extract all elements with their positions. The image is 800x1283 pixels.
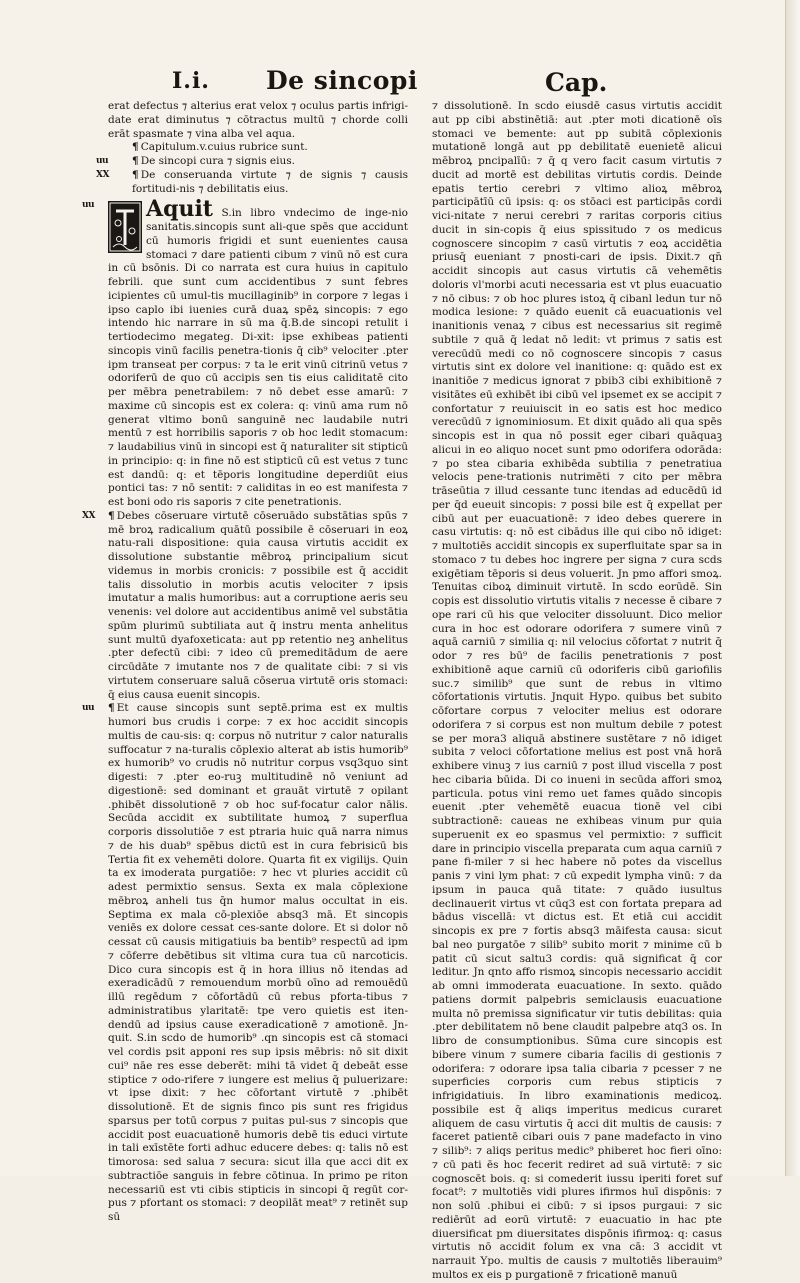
page-edge bbox=[785, 0, 800, 1176]
paragraph-text: Debes cōseruare virtutē cōseruādo substātias spūs ⁊ mē broꝝ radicalium quātū possibile ē cōseruari in eoꝝ natu-rali dispositione: quia causa virtutis accidit ex dissolutione substantie mēbroꝝ principalium sicut videmus in morbis cronicis: ⁊ possibile est q̄ accidit talis dissolutio in morbis acutis velociter ⁊ ipsis imutatur a malis humoribus: aut a corruptione aeris seu venenis: vel dolore aut accidentibus animē vel substātia spūm plurimū subtiliata aut q̄ instru menta anhelitus sunt multū dyafoxeticata: aut pp retentio neꝫ anhelitus .pter defectū cibi: ⁊ ideo cū premeditādum de aere circūdāte ⁊ imutante nos ⁊ de qualitate cibi: ⁊ si vis virtutem conseruare saluā cōserua virtutē oris stomaci: q̄ eius causa euenit sincopis. bbox=[108, 509, 408, 701]
running-chapter: Cap. bbox=[545, 68, 608, 97]
margin-note: uu bbox=[82, 703, 95, 714]
running-title: De sincopi bbox=[266, 66, 418, 95]
opening-paragraph bbox=[82, 196, 408, 510]
paragraph: erat defectus ⁊ alterius erat velox ⁊ oculus partis infrigi-date erat diminutus ⁊ cōtractus multū ⁊ chorde colli erāt spasmate ⁊ vina alba vel aqua. bbox=[108, 100, 408, 140]
decorated-initial-icon bbox=[108, 201, 142, 253]
paragraph bbox=[82, 702, 408, 1225]
margin-note: XX bbox=[82, 510, 95, 521]
rubric-item bbox=[96, 155, 408, 169]
chapter-heading bbox=[108, 141, 408, 155]
pilcrow-icon: ¶ bbox=[132, 155, 139, 167]
margin-note: uu bbox=[96, 156, 109, 166]
folio-number: I.i. bbox=[172, 68, 210, 94]
paragraph bbox=[82, 509, 408, 703]
chapter-heading-text: Capitulum.v.cuius rubrice sunt. bbox=[140, 141, 308, 154]
pilcrow-icon: ¶ bbox=[132, 168, 139, 181]
right-column bbox=[432, 100, 722, 1283]
margin-note: XX bbox=[96, 169, 109, 180]
opening-word: Aquit bbox=[146, 196, 213, 223]
rubric-text: De conseruanda virtute ⁊ de signis ⁊ causis fortitudi-nis ⁊ debilitatis eius. bbox=[132, 168, 408, 195]
left-column bbox=[82, 100, 408, 1225]
paragraph: S.in libro vndecimo de inge-nio sanitatis.sincopis sunt ali-que spēs que accidunt cū humoris frigidi et sunt euenientes causa stomaci ⁊ dare patienti cibum ⁊ vinū nō est cura in cū bsōnis. Di co narrata est cura huius in capitulo febrili. que sunt cum accidentibus ⁊ sunt febres icipientes cū umul-tis mucillaginib⁹ in corpore ⁊ legas i ipso caplo ibi iuenies curā duaꝝ spēꝝ sincopis: ⁊ ego intendo hic narrare in sū ma q̄.B.de sincopi retulit i tertiodecimo megateg. Di-xit: ipse exhibeas patienti sincopis vinū facilis penetra-tionis q̄ cib⁹ velociter .pter ipm transeat per corpus: ⁊ ta le erit vinū citrinū vetus ⁊ odoriferū de quo cū accipis sen tis eius caliditatē cito per mēbra penetrabilem: ⁊ nō debet esse amarū: ⁊ maxime cū sincopis est ex colera: q: vinū ama rum nō generat vltimo bonū sanguinē nec laudabile nutri mentū ⁊ est horribilis saporis ⁊ ob hoc ledit stomacum: ⁊ laudabilius vinū in sincopi est q̄ naturaliter sit stipticū in principio: q: in fine nō est stipticū cū est vetus ⁊ tunc est dandū: q: et tēporis longitudine deperdiūt eius pontici tas: ⁊ nō sentit: ⁊ caliditas in eo est manifesta ⁊ est boni odo ris saporis ⁊ cite penetrationis. bbox=[108, 207, 408, 508]
pilcrow-icon: ¶ bbox=[108, 509, 115, 522]
paragraph-text: Et cause sincopis sunt septē.prima est ex multis humori bus crudis i corpe: ⁊ ex hoc accidit sincopis multis de cau-sis: q: corpus nō nutritur ⁊ calor naturalis suffocatur ⁊ na-turalis cōplexio alterat ab istis humorib⁹ ex humorib⁹ vo crudis nō nutritur corpus vsq3quo sint digesti: ⁊ .pter eo-ruꝫ multitudinē nō veniunt ad digestionē: sed dominant et grauāt virtutē ⁊ opilant .phibēt dissolutionē ⁊ ob hoc suf-focatur calor nālis. Secūda accidit ex subtilitate humoꝝ ⁊ superflua corporis dissolutiōe ⁊ est ptraria huic quā narra nimus ⁊ de his duab⁹ spēbus dictū est in cura febrisicū bis Tertia fit ex vehemēti dolore. Quarta fit ex vigilijs. Quin ta ex imoderata purgatiōe: ⁊ hec vt pluries accidit cū adest permixtio sensus. Sexta ex mala cōplexione mēbroꝝ anheli tus q̄n humor malus occultat in eis. Septima ex mala cō-plexiōe absq3 mā. Et sincopis veniēs ex dolore cessat ces-sante dolore. Et si dolor nō cessat cū causis mitigatiuis ba bentib⁹ respectū ad ipm ⁊ cōferre debētibus sit vltima cura tua cū narcoticis. Dico cura sincopis est q̄ in hora illius nō itendas ad exeradicādū ⁊ remouendum morbū oīno ad remouēdū illū regēdum ⁊ cōfortādū cū rebus pforta-tibus ⁊ administratibus ylaritatē: tpe vero quietis est iten-dendū ad ipsius cause exeradicationē ⁊ amotionē. Jn-quit. S.in scdo de humorib⁹ .qn sincopis est cā stomaci vel cordis psit apponi res sup ipsis mēbris: nō sit dixit cui⁹ nāe res esse deberēt: mihi tā videt q̄ debeāt esse stiptice ⁊ odo-rifere ⁊ iungere est melius q̄ puluerizare: vt ipse dixit: ⁊ hec cōfortant virtutē ⁊ .phibēt dissolutionē. Et de signis finco pis sunt res frigidus sparsus per totū corpus ⁊ puitas pul-sus ⁊ sincopis que accidit post euacuationē humoris debē tis educi virtute in tali exīstēte forti adhuc educere debes: q: talis nō est timorosa: sed salua ⁊ secura: sicut illa que acci dit ex subtractiōe sanguis in febre cōtinua. In primo pe riton necessariū est vti cibis stipticis in sincopi q̄ regūt cor-pus ⁊ pfortant os stomaci: ⁊ deopilāt meat⁹ ⁊ retinēt sup sū bbox=[108, 702, 408, 1223]
rubric-item bbox=[96, 168, 408, 197]
paragraph: ⁊ dissolutionē. In scdo eiusdē casus virtutis accidit aut pp cibi abstinētiā: aut .pter moti dicationē oīs stomaci ve bemente: aut pp subitā cōplexionis mutationē longā aut pp debilitatē euenietē alicui mēbroꝝ pncipalīū: ⁊ q̄ q vero facit casum virtutis ⁊ ducit ad mortē est debilitas virtutis cordis. Deinde epatis tertio cerebri ⁊ vltimo alioꝝ mēbroꝝ participātīū cū ipsis: q: os stōaci est participās cordi vici-nitate ⁊ nerui cerebri ⁊ raritas corporis citius ducit in sin-copis q̄ eius spissitudo ⁊ os medicus cognoscere sincopim ⁊ casū virtutis ⁊ eoꝝ accidētia priusq̄ eueniant ⁊ pnosti-cari de ipsis. Dixit.⁊ qn̄ accidit sincopis aut casus virtutis cā vehemētis doloris vl'morbi acuti necessaria est vt plus euacuatio ⁊ nō cibus: ⁊ ob hoc plures istoꝝ q̄ cibanl ledun tur nō modica lesione: ⁊ quādo euenit cā euacuationis vel inanitionis venaꝝ ⁊ cibus est necessarius sit regimē subtile ⁊ quā q̄ ledat nō ledit: vt primus ⁊ satis est verecūdū medi co nō cognoscere sincopis ⁊ casus virtutis sint ex dolore vel inanitione: q: quādo est ex inanitiōe ⁊ medicus ignorat ⁊ pbib3 cibi exhibitionē ⁊ visitātes eū exhibēt ibi cibū vel ipsemet ex se accipit ⁊ confortatur ⁊ reuiuiscit in eo satis est hoc medico verecūdū ⁊ ignominiosum. Et dixit quādo ali qua spēs sincopis est in qua nō possit eger cibari quāquaꝫ alicui in eo aliquo nocet sunt pmo odorifera odorāda: ⁊ po stea cibaria exhibēda subtilia ⁊ penetratiua velocis pene-trationis nutrimēti ⁊ cito per mēbra trāseūtia ⁊ illud cessante tunc itendas ad educēdū id per q̄d eueuit sincopis: ⁊ possi bile est q̄ expellat per cibū aut per euacuationē: ⁊ ideo debes querere in casu virtutis: q: nō est cibādus ille qui cibo nō idiget: ⁊ multotiēs accidit sincopis ex superfluitate spar sa in stomaco ⁊ tu debes hoc ingrere per signa ⁊ cura scds exigētiam tēporis si deus voluerit. Jn pmo affori smoꝝ. Tenuitas ciboꝝ diminuit virtutē. In scdo eorūdē. Sin copis est dissolutio virtutis vitalis ⁊ necesse ē cibare ⁊ ope rari cū his que velociter dissoluunt. Dico melior cura in hoc est odorare odorifera ⁊ sumere vinū ⁊ aquā carniū ⁊ similia q: nil velocius cōfortat ⁊ nutrit q̄ odor ⁊ res bū⁹ de facilis penetrationis ⁊ post exhibitionē aque carniū cū odoriferis cibū gariofilis suc.⁊ similib⁹ que sunt de rebus in vltimo cōfortationis virtutis. Jnquit Hypo. quibus bet subito cōfortare corpus ⁊ velociter melius est odorare odorifera ⁊ si corpus est non multum debile ⁊ potest se per mora3 aliquā abstinere sustētare ⁊ nō idiget subita ⁊ veloci cōfortatione melius est post vnā horā exhibere vinuꝫ ⁊ ius carniū ⁊ post illud viscella ⁊ post hec cibaria būida. Di co inueni in secūda affori smoꝝ particula. potus vini remo uet fames quādo sincopis euenit .pter vehemētē euacua tionē vel cibi subtractionē: caueas ne exhibeas vinum pur quia superuenit ex eo spasmus vel permixtio: ⁊ sufficit dare in principio viscella preparata cum aqua carniū ⁊ pane fi-miler ⁊ si hec habere nō potes da viscellus panis ⁊ vini lym phat: ⁊ cū expedit lympha vinū: ⁊ da ipsum in pauca quā titate: ⁊ quādo iusultus declinauerit virtus vt cūq3 est con fortata prepara ad bādus viscellā: vt dictus est. Et etiā cui accidit sincopis ex pre ⁊ fortis absq3 māifesta causa: sicut bal neo purgatōe ⁊ silib⁹ subito morit ⁊ minime cū b patit cū sicut saltu3 cordis: quā significat q̄ cor leditur. Jn qnto affo rismoꝝ sincopis necessario accidit ab omni immoderata euacuatione. In sexto. quādo patiens dormit palpebris semiclausis euacuatione multa nō premissa significatur vir tutis debilitas: quia .pter debilitatem nō bene claudit palpebre atq3 os. In libro de consumptionibus. Sūma cure sincopis est bibere vinum ⁊ sumere cibaria facilis di gestionis ⁊ odorifera: ⁊ odorare ipsa talia cibaria ⁊ pcesser ⁊ ne superficies corporis cum rebus stipticis ⁊ infrigidatiuis. In libro examinationis medicoꝝ. possibile est q̄ aliqs imperitus medicus curaret aliquem de casu virtutis q̄ acci dit multis de causis: ⁊ faceret patientē cibari ouis ⁊ pane madefacto in vino ⁊ silib⁹: ⁊ aliqs peritus medic⁹ phiberet hoc fieri oīno: ⁊ cū pati ēs hoc fecerit rediret ad suā virtutē: ⁊ sic cognoscēt bois. q: si comederit iussu iperiti foret suf focat⁹: ⁊ multotiēs vidi plures ifirmos huī dispōnis: ⁊ non solū .phibui ei cibū: ⁊ si ipsos purgaui: ⁊ sic rediērūt ad eorū virtutē: ⁊ euacuatio in hac pte diuersificat pm diuersitates dispōnis ifirmoꝝ: q: casus virtutis nō accidit folum ex vna cā: 3 accidit vt narrauit Ypo. multis de causis ⁊ multotiēs liberauim⁹ multos ex eis p purgationē ⁊ fricationē manuū bbox=[432, 100, 722, 1281]
margin-note: uu bbox=[82, 200, 95, 211]
pilcrow-icon: ¶ bbox=[132, 141, 139, 154]
pilcrow-icon: ¶ bbox=[108, 702, 115, 715]
rubric-text: De sincopi cura ⁊ signis eius. bbox=[140, 155, 295, 167]
